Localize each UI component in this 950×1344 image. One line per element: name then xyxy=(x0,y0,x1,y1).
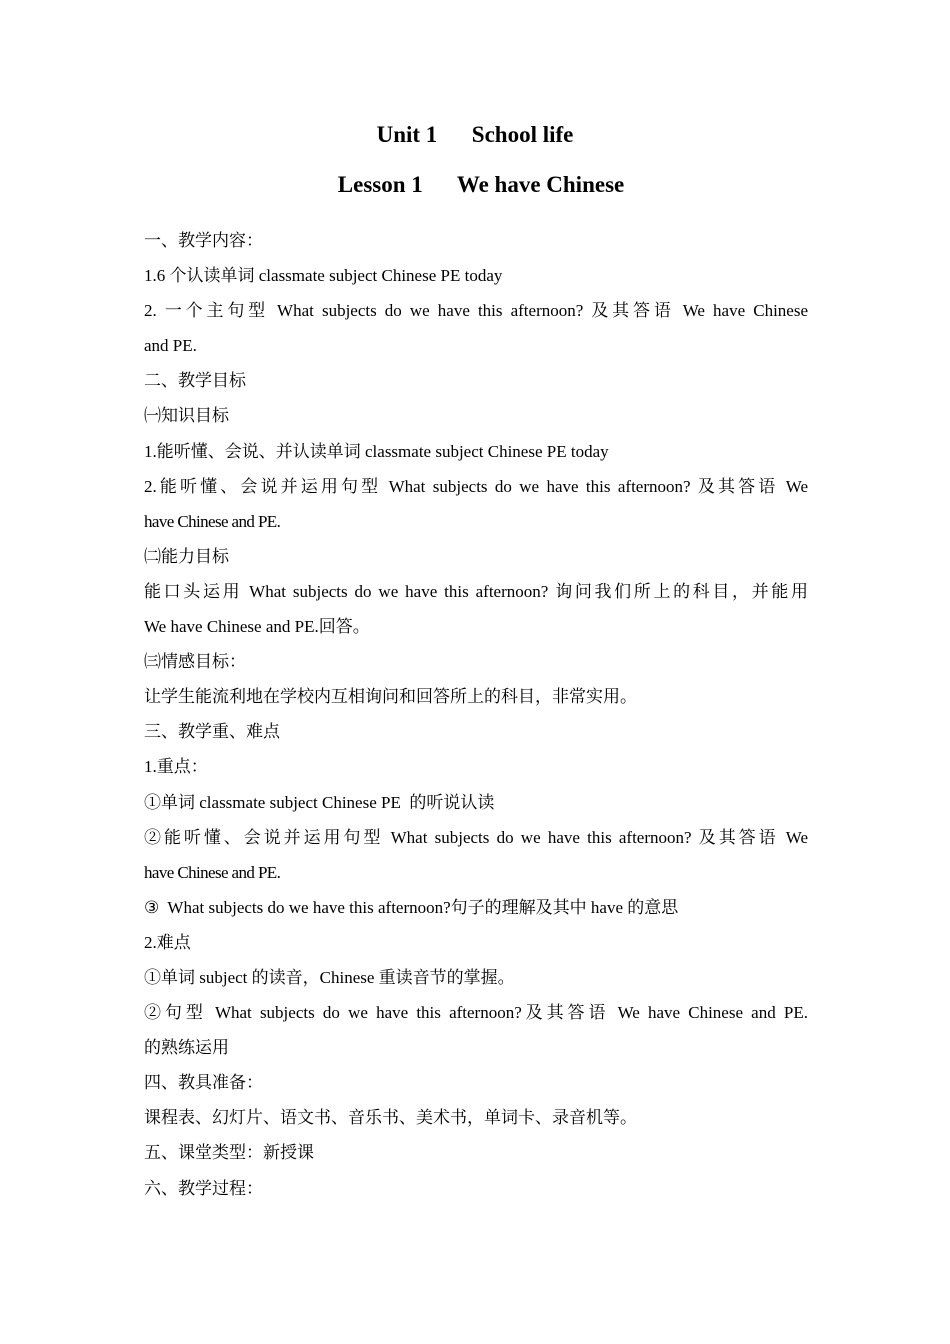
subheading-knowledge: ㈠知识目标 xyxy=(144,406,229,426)
section-heading-objectives: 二、教学目标 xyxy=(144,371,246,391)
text-line: have Chinese and PE. xyxy=(144,511,281,531)
text-line: We have Chinese and PE.回答。 xyxy=(144,617,370,637)
text-line: 2.难点 xyxy=(144,932,191,952)
text-line: and PE. xyxy=(144,336,197,356)
unit-title: Unit 1 School life xyxy=(376,122,574,147)
section-heading-procedure: 六、教学过程： xyxy=(144,1178,263,1198)
text-line: 课程表、幻灯片、语文书、音乐书、美术书，单词卡、录音机等。 xyxy=(144,1108,637,1128)
text-line: 的熟练运用 xyxy=(144,1038,229,1058)
subheading-emotion: ㈢情感目标： xyxy=(144,652,246,672)
section-heading-class-type: 五、课堂类型：新授课 xyxy=(144,1143,314,1163)
text-line: have Chinese and PE. xyxy=(144,862,281,882)
document-body xyxy=(144,223,808,1206)
section-heading-key-points: 三、教学重、难点 xyxy=(144,722,280,742)
text-line: ①单词 classmate subject Chinese PE 的听说认读 xyxy=(144,792,495,812)
text-line: 1.重点： xyxy=(144,757,208,777)
section-heading-materials: 四、教具准备： xyxy=(144,1073,263,1093)
text-line: 2. 一个主句型 What subjects do we have this afternoon? 及其答语 We have Chinese xyxy=(144,301,808,321)
text-line: ②能听懂、会说并运用句型 What subjects do we have this afternoon? 及其答语 We xyxy=(144,827,808,847)
text-line: 能口头运用 What subjects do we have this afternoon? 询问我们所上的科目，并能用 xyxy=(144,581,808,601)
section-heading-content: 一、教学内容： xyxy=(144,231,263,250)
text-line: 2.能听懂、会说并运用句型 What subjects do we have this afternoon? 及其答语 We xyxy=(144,476,808,496)
text-line: ②句型 What subjects do we have this afternoon?及其答语 We have Chinese and PE. xyxy=(144,1003,808,1023)
subheading-ability: ㈡能力目标 xyxy=(144,546,229,566)
text-line: 1.能听懂、会说、并认读单词 classmate subject Chinese PE today xyxy=(144,441,609,461)
text-line: 1.6 个认读单词 classmate subject Chinese PE today xyxy=(144,266,503,286)
text-line: ③ What subjects do we have this afternoon?句子的理解及其中 have 的意思 xyxy=(144,897,679,917)
lesson-title: Lesson 1 We have Chinese xyxy=(337,172,625,197)
text-line: ①单词 subject 的读音，Chinese 重读音节的掌握。 xyxy=(144,967,515,987)
text-line: 让学生能流利地在学校内互相询问和回答所上的科目，非常实用。 xyxy=(144,687,637,707)
